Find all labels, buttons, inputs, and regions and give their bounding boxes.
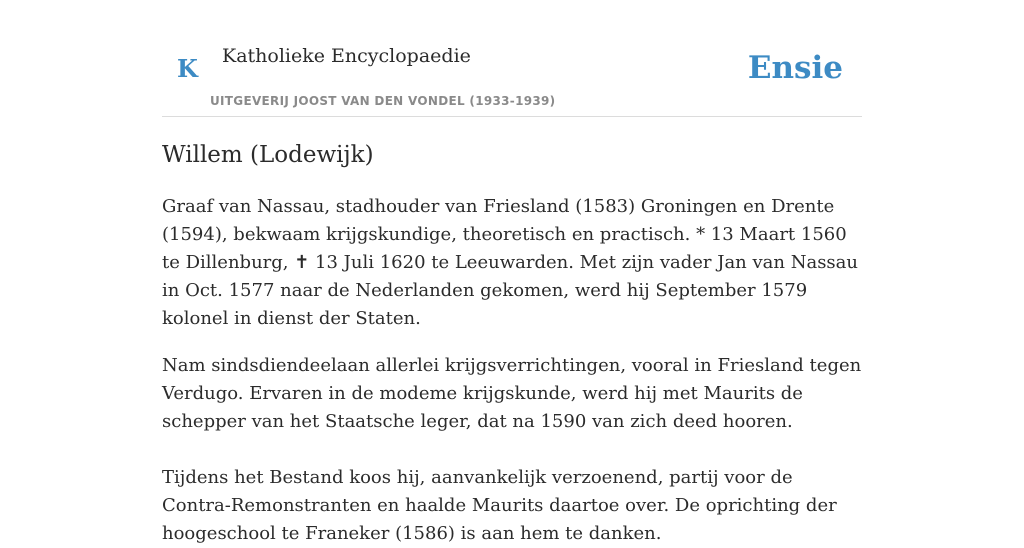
- ensie-logo-link[interactable]: Ensie: [747, 50, 843, 86]
- article-paragraph: Tijdens het Bestand koos hij, aanvankelijk verzoenend, partij voor de Contra-Remonstranten en haalde Maurits daartoe over. De oprichting der hoogeschool te Franeker (1586) is aan hem te danken.: [162, 467, 837, 544]
- publisher-label: UITGEVERIJ JOOST VAN DEN VONDEL (1933-1939): [210, 94, 556, 108]
- article: [162, 137, 862, 548]
- site-header: [162, 0, 862, 117]
- article-paragraph: Graaf van Nassau, stadhouder van Friesland (1583) Groningen en Drente (1594), bekwaam krijgskundige, theoretisch en practisch. * 13 Maart 1560 te Dillenburg, ✝ 13 Juli 1620 te Leeuwarden. Met zijn vader Jan van Nassau in Oct. 1577 naar de Nederlanden gekomen, werd hij September 1579 kolonel in dienst der Staten.: [162, 196, 858, 329]
- article-paragraph: Nam sindsdiendeelaan allerlei krijgsverrichtingen, vooral in Friesland tegen Verdugo. Ervaren in de modeme krijgskunde, werd hij met Maurits de schepper van het Staatsche leger, dat na 1590 van zich deed hooren.: [162, 355, 862, 432]
- book-title-link[interactable]: Katholieke Encyclopaedie: [222, 45, 471, 67]
- article-title: Willem (Lodewijk): [162, 142, 374, 168]
- book-logo[interactable]: K: [177, 54, 198, 83]
